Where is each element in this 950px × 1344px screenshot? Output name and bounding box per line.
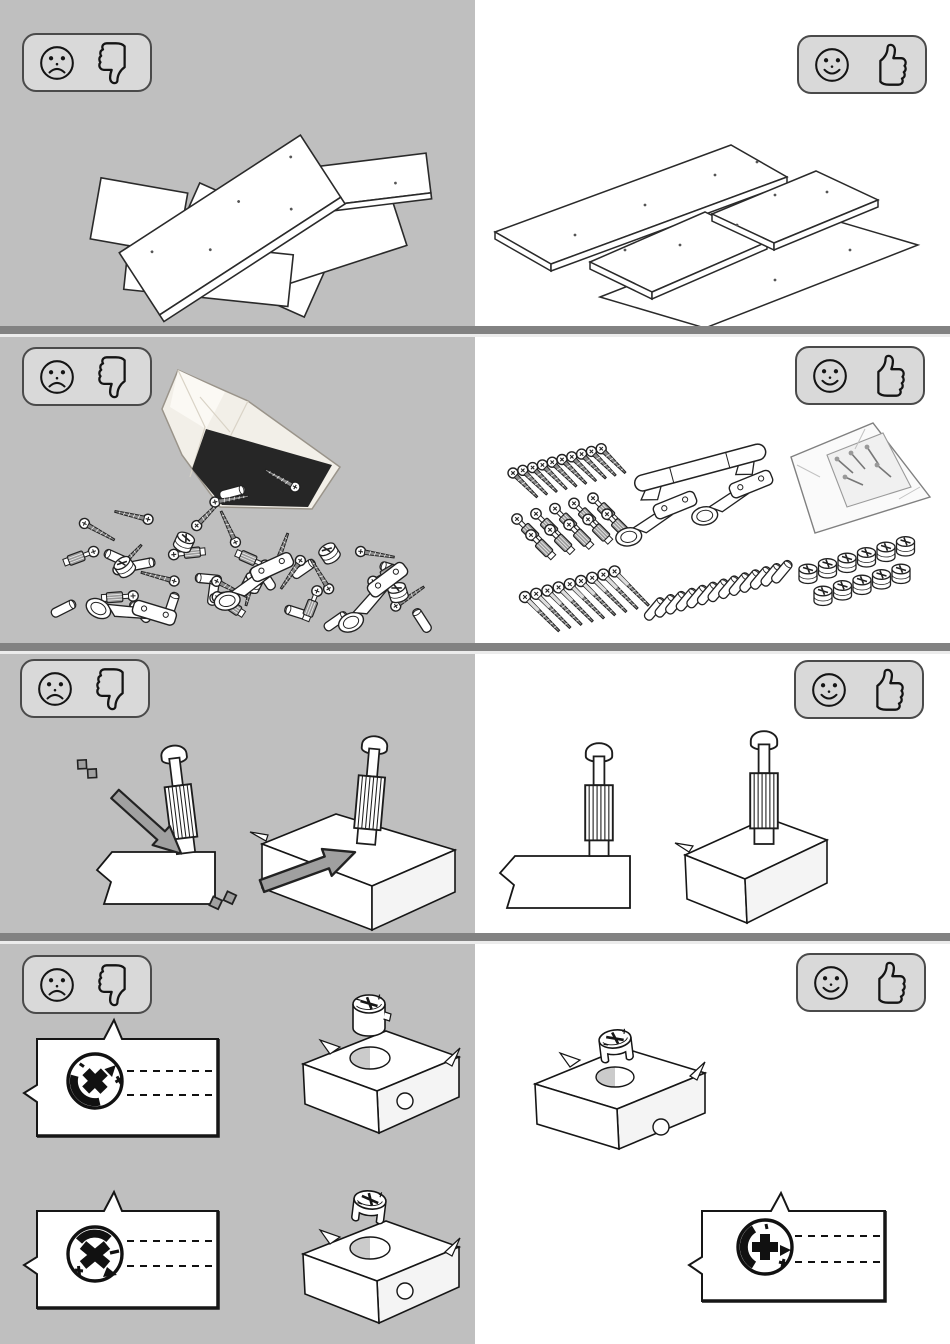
row-cam-lock-placement [0,944,950,1344]
long-screws-row [517,564,652,635]
separator [0,643,950,654]
board-with-correct-rotation [689,1193,885,1301]
handle [633,442,771,504]
smiley-face-icon [812,964,850,1002]
board-front-view [97,852,215,904]
screw-bag [791,423,930,533]
thumbs-down-icon [94,962,136,1008]
right-panel-hardware [475,337,950,643]
separator [0,326,950,337]
thumbs-up-icon [868,960,910,1006]
separator [0,933,950,944]
row-laying-out-panels [0,0,950,326]
thumbs-down-icon [92,666,134,712]
thumbs-down-icon [94,354,136,400]
right-panel-bolt [475,654,950,933]
wrong-badge [22,955,152,1014]
board-with-wrong-rotation-2 [24,1192,218,1308]
right-panel-laying-out [475,0,950,326]
smiley-face-icon [811,357,849,395]
cam-lock-wrong-way [351,1189,387,1224]
iso-board-camlock-correct [535,1028,705,1149]
cam-lock-wrong-orientation [353,995,391,1037]
smiley-face-icon [813,46,851,84]
wrong-badge [22,347,152,406]
wrong-panel-laying-out [0,0,475,326]
sad-face-icon [38,358,76,396]
right-badge [797,35,927,94]
board-with-wrong-rotation-1 [24,1020,218,1136]
right-badge [796,953,926,1012]
sad-face-icon [38,44,76,82]
spilled-hardware-pile [50,466,433,643]
board-front-view [500,856,630,908]
row-hardware-bag [0,337,950,643]
right-badge [795,346,925,405]
right-badge [794,660,924,719]
cam-bolt-straight-iso [750,731,778,844]
thumbs-up-icon [869,42,911,88]
smiley-face-icon [810,671,848,709]
wrong-panel-bolt [0,654,475,933]
short-screws-row [506,442,629,501]
correct-rotation-symbol [738,1220,792,1274]
wrong-panel-camlock [0,944,475,1344]
sad-face-icon [38,966,76,1004]
iso-board-camlock-tilted [303,1189,460,1323]
dowels-row [643,559,794,622]
wrong-badge [20,659,150,718]
thumbs-down-icon [94,40,136,86]
hardware-bag [162,370,340,509]
sad-face-icon [36,670,74,708]
wrong-badge [22,33,152,92]
wrong-rotation-symbol-2 [68,1227,122,1281]
row-cam-bolt-insertion [0,654,950,933]
right-panel-camlock [475,944,950,1344]
board-iso-view [675,818,827,923]
wrong-panel-hardware [0,337,475,643]
thumbs-up-icon [866,667,908,713]
thumbs-up-icon [867,353,909,399]
cam-bolt-straight [585,743,613,856]
iso-board-camlock-upright [303,995,460,1134]
